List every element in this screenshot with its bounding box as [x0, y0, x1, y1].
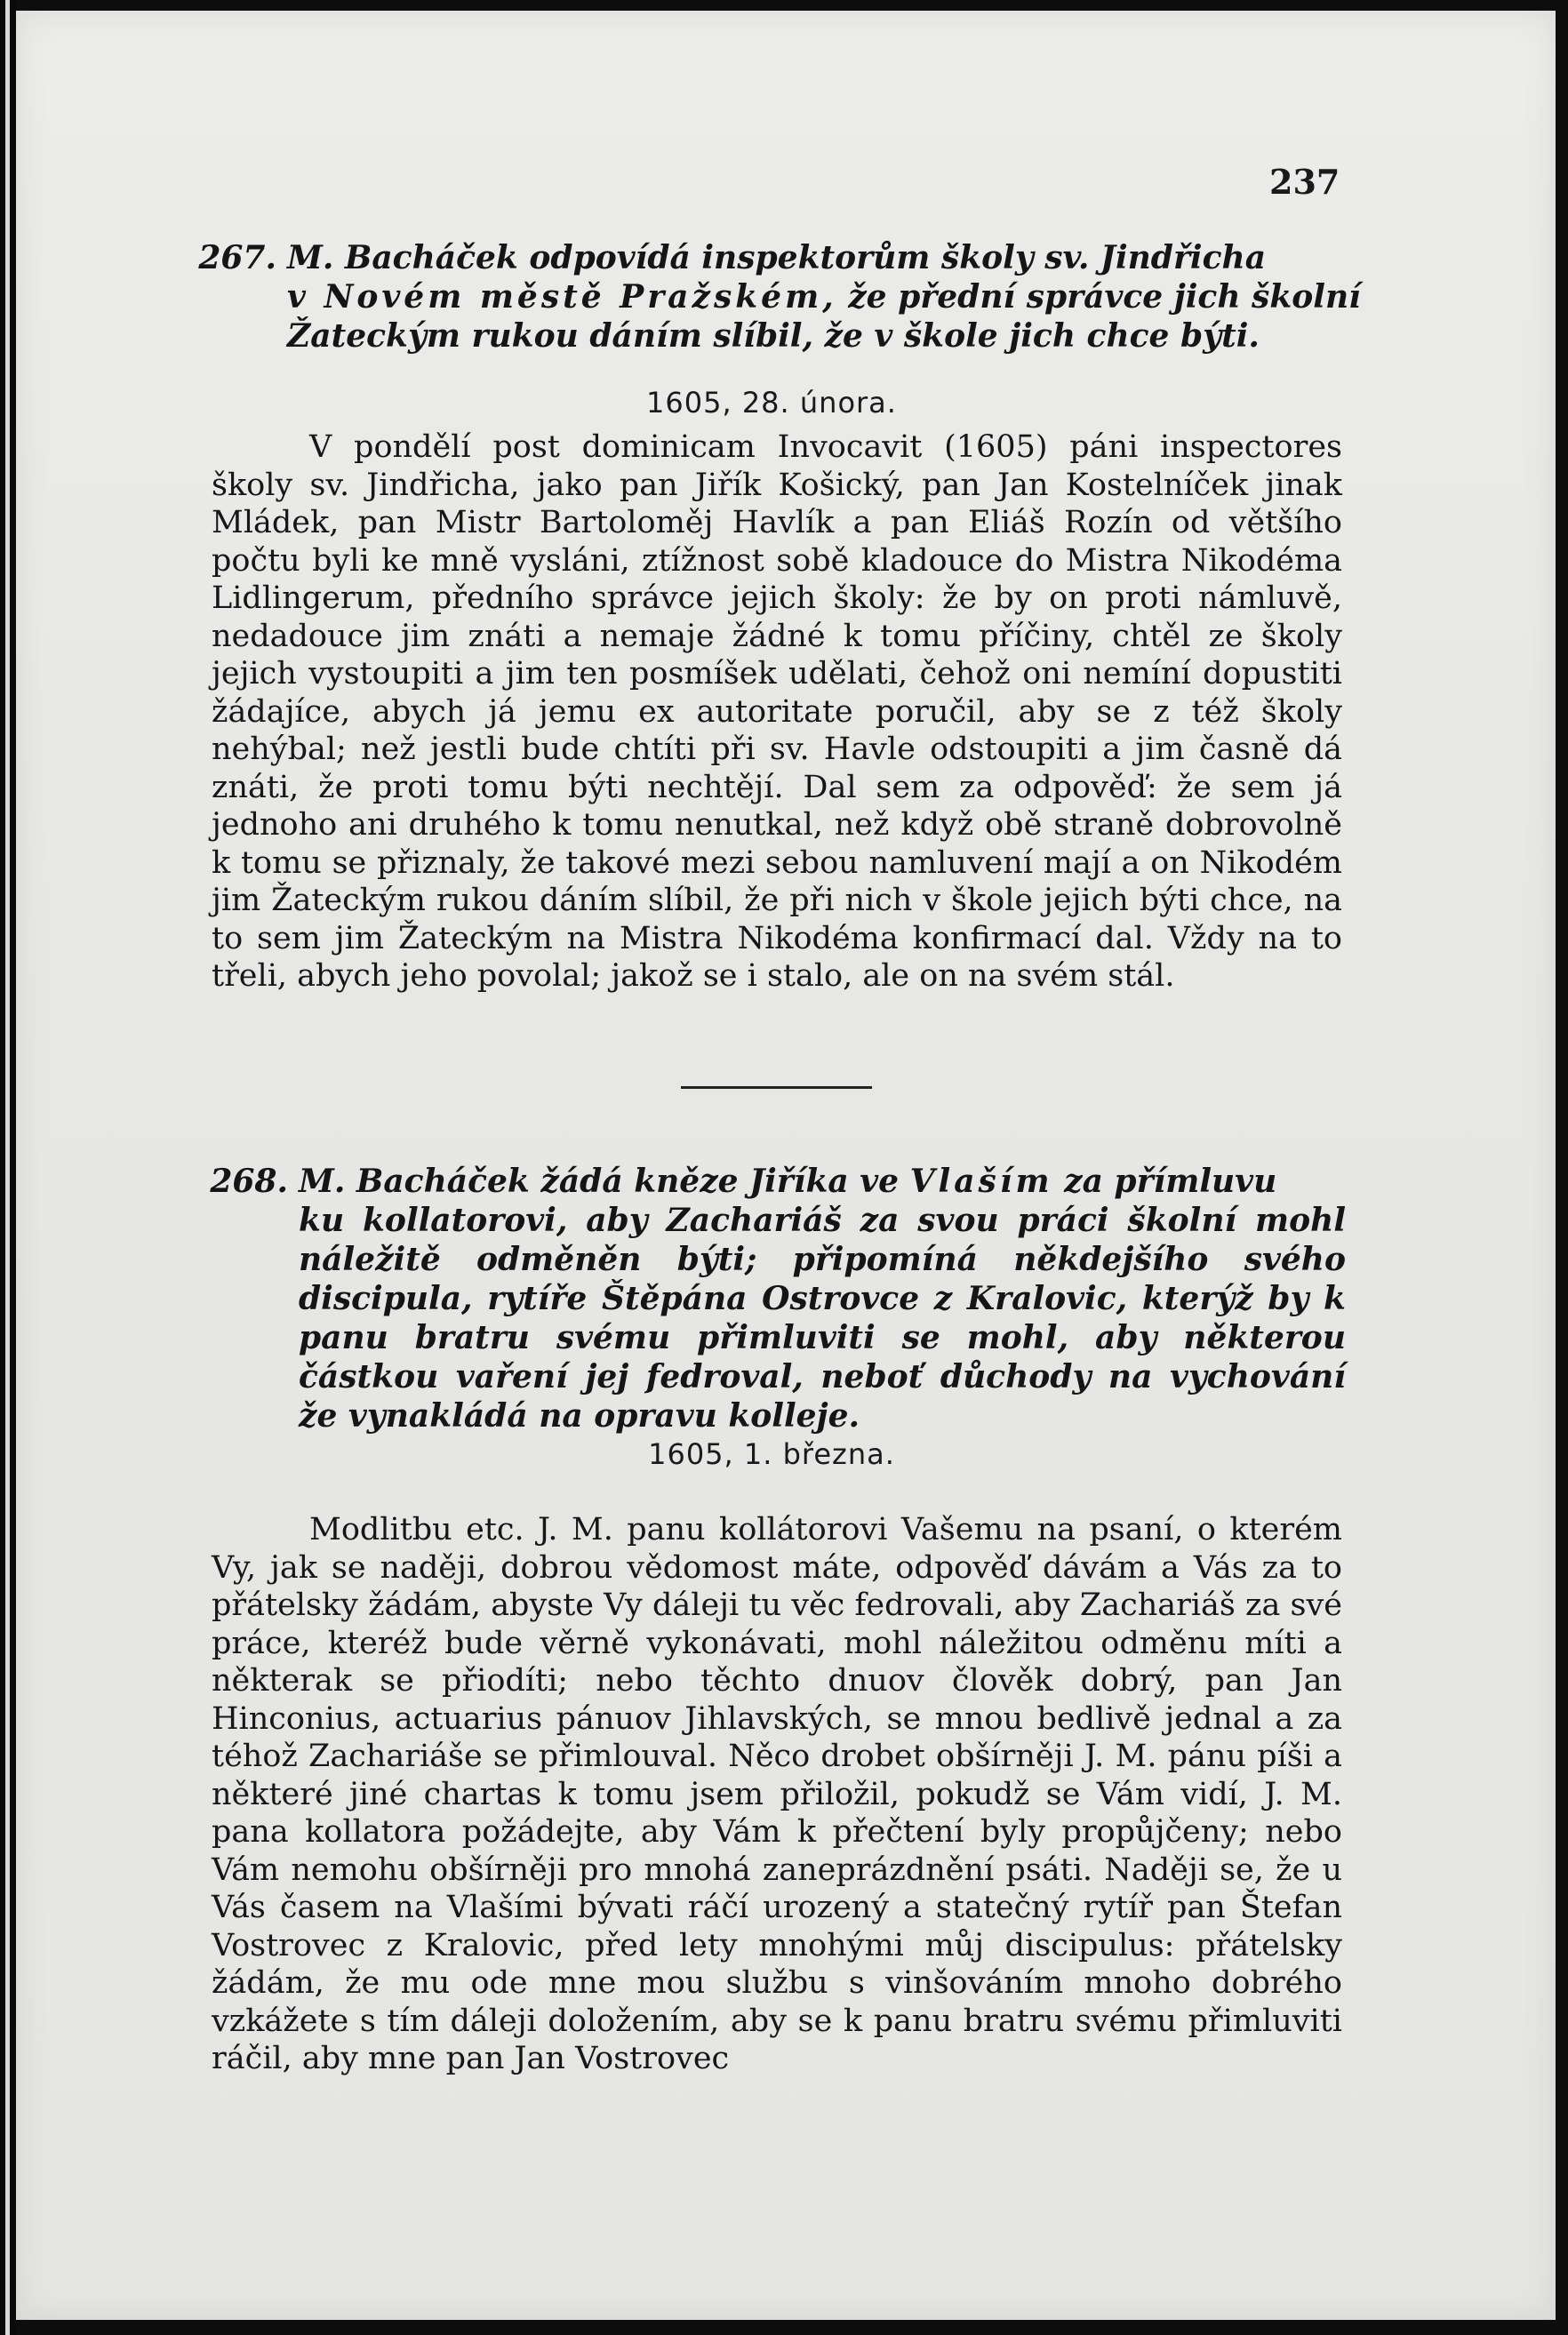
letter-268-heading-line1-start: M. Bacháček žádá kněze Jiříka ve	[299, 1163, 900, 1200]
scan-left-edge	[0, 0, 16, 2335]
letter-267-heading-line2-rest: že přední správce jich školní	[836, 278, 1361, 316]
letter-268-paragraph: Modlitbu etc. J. M. panu kollátorovi Vašemu na psaní, o kterém Vy, jak se naději, dobrou vědomost máte, odpověď dávám a Vás za to přátelsky žádám, abyste Vy dáleji tu věc fedrovali, aby Zachariáš za své práce, kteréž bude věrně vykonávati, mohl náležitou odměnu míti a některak se přiodíti; nebo těchto dnuov člověk dobrý, pan Jan Hinconius, actuarius pánuov Jihlavských, se mnou bedlivě jednal a za téhož Zachariáše se přimlouval. Něco drobet obšírněji J. M. pánu píši a některé jiné chartas k tomu jsem přiložil, pokudž se Vám vidí, J. M. pana kollatora požádejte, aby Vám k přečtení byly propůjčeny; nebo Vám nemohu obšírněji pro mnohá zaneprázdnění psáti. Naději se, že u Vás časem na Vlašími bývati ráčí urozený a statečný rytíř pan Štefan Vostrovec z Kralovic, před lety mnohými můj discipulus: přátelsky žádám, že mu ode mne mou službu s vinšováním mnoho dobrého vzkážete s tím dáleji doložením, aby se k panu bratru svému přimluviti ráčil, aby mne pan Jan Vostrovec	[212, 1512, 1342, 2076]
letter-267-heading-line3: Žateckým rukou dáním slíbil, že v škole jich chce býti.	[287, 317, 1260, 355]
letter-268-heading-rest: ku kollatorovi, aby Zachariáš za svou práci školní mohl náležitě odměněn býti; připomíná někdejšího svého discipula, rytíře Štěpána Ostrovce z Kralovic, kterýž by k panu bratru svému přimluviti se mohl, aby některou částkou vaření jej fedroval, neboť důchody na vychování že vynakládá na opravu kolleje.	[299, 1202, 1346, 1435]
letter-268-body	[212, 1511, 1342, 2078]
letter-267-number: 267.	[198, 239, 276, 276]
book-page	[16, 11, 1556, 2320]
letter-267-heading	[198, 238, 1361, 363]
letter-267-date: 1605, 28. února.	[646, 386, 897, 420]
letter-268-date: 1605, 1. března.	[648, 1437, 895, 1471]
letter-268-heading-line1-end: za přímluvu	[1052, 1163, 1277, 1200]
letter-268-place: Vlaším	[909, 1163, 1053, 1200]
letter-267-place: v Novém městě Pražském,	[287, 278, 837, 316]
letter-267-heading-line1: M. Bacháček odpovídá inspektorům školy sv. Jindřicha	[287, 239, 1267, 276]
letter-268-heading-line1	[299, 1162, 1346, 1201]
letter-267-paragraph: V pondělí post dominicam Invocavit (1605) páni inspectores školy sv. Jindřicha, jako pan Jiřík Košický, pan Jan Kostelníček jinak Mládek, pan Mistr Bartoloměj Havlík a pan Eliáš Rozín od většího počtu byli ke mně vysláni, ztížnost sobě kladouce do Mistra Nikodéma Lidlingerum, předního správce jejich školy: že by on proti námluvě, nedadouce jim znáti a nemaje žádné k tomu příčiny, chtěl ze školy jejich vystoupiti a jim ten posmíšek udělati, čehož oni nemíní dopustiti žádajíce, abych já jemu ex autoritate poručil, aby se z též školy nehýbal; než jestli bude chtíti při sv. Havle odstoupiti a jim časně dá znáti, že proti tomu býti nechtějí. Dal sem za odpověď: že sem já jednoho ani druhého k tomu nenutkal, než když obě straně dobrovolně k tomu se přiznaly, že takové mezi sebou namluvení mají a on Nikodém jim Žateckým rukou dáním slíbil, že při nich v škole jejich býti chce, na to sem jim Žateckým na Mistra Nikodéma konfirmací dal. Vždy na to třeli, abych jeho povolal; jakož se i stalo, ale on na svém stál.	[212, 429, 1342, 994]
section-divider	[681, 1086, 872, 1089]
letter-267-heading-line2	[287, 277, 1361, 316]
letter-268-number: 268.	[210, 1163, 288, 1200]
letter-268-heading	[210, 1162, 1346, 1446]
letter-267-body	[212, 428, 1342, 996]
page-number: 237	[1269, 162, 1340, 202]
